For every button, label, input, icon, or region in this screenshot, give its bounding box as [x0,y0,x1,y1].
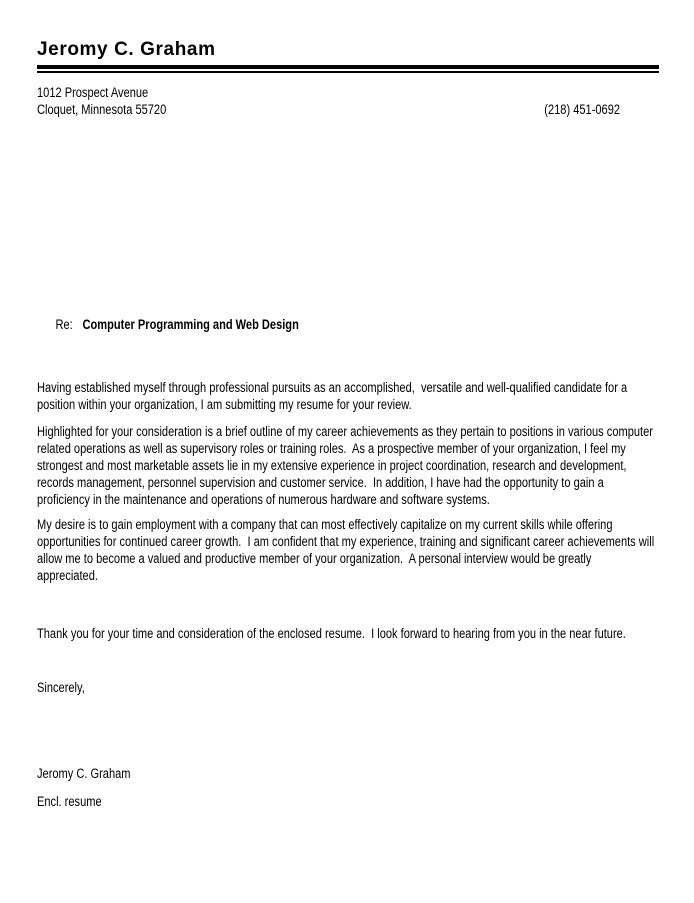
letterhead-name: Jeromy C. Graham [37,39,216,60]
address-line-1: 1012 Prospect Avenue [37,85,149,100]
subject-text: Computer Programming and Web Design [82,317,299,332]
address-line-2: Cloquet, Minnesota 55720 [37,101,167,117]
paragraph-2: Highlighted for your consideration is a brief outline of my career achievements as they pertain to positions in various computer related operations as well as supervisory roles or training roles. As a prospective member of your organization, I feel my strongest and most marketable assets lie in my extensive experience in project coordination, research and development, records management, personnel supervision and customer service. In addition, I have had the opportunity to gain a proficiency in the maintenance and operations of numerous hardware and software systems. [37,424,657,507]
contact-row [37,85,655,118]
valediction: Sincerely, [37,680,85,695]
address-block [37,85,166,118]
paragraph-3: My desire is to gain employment with a company that can most effectively capitalize on my current skills while offering opportunities for continued career growth. I am confident that my experience, training and significant career achievements will allow me to become a valued and productive member of your organization. A personal interview would be greatly appreciated. [37,517,658,583]
subject-label: Re: [55,317,73,332]
phone-number: (218) 451-0692 [544,101,621,117]
letterhead [37,38,659,73]
letterhead-rule-thin [37,71,659,73]
paragraph-4: Thank you for your time and consideration of the enclosed resume. I look forward to hearing from you in the near future. [37,626,626,641]
letter-content [37,85,658,810]
enclosure-note: Encl. resume [37,794,102,809]
subject-line [37,299,655,350]
letter-body [37,379,658,642]
paragraph-1: Having established myself through professional pursuits as an accomplished, versatile and well-qualified candidate for a position within your organization, I am submitting my resume for your review. [37,380,631,412]
signature-name: Jeromy C. Graham [37,766,131,781]
letterhead-rule-thick [37,65,659,69]
